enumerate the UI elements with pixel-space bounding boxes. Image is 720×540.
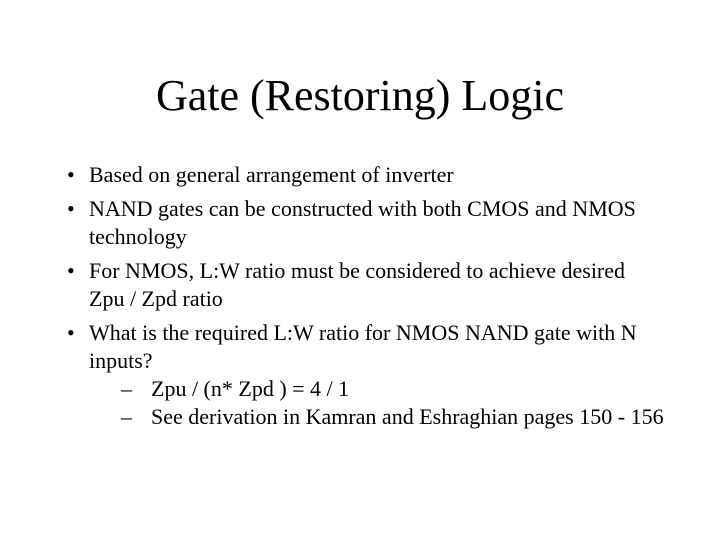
bullet-item: [58, 319, 664, 431]
sub-bullet-marker: –: [121, 404, 132, 429]
sub-bullet-item: [121, 375, 658, 403]
bullet-text: What is the required L:W ratio for NMOS NAND gate with N inputs?: [89, 320, 637, 373]
sub-bullet-list: [89, 375, 664, 431]
bullet-item: [58, 161, 658, 189]
bullet-item: [58, 195, 658, 251]
bullet-item: [58, 257, 658, 313]
sub-bullet-marker: –: [121, 376, 132, 401]
slide-title: Gate (Restoring) Logic: [155, 71, 565, 120]
bullet-marker: •: [67, 162, 75, 187]
bullet-text: NAND gates can be constructed with both CMOS and NMOS technology: [89, 196, 636, 249]
sub-bullet-text: Zpu / (n* Zpd ) = 4 / 1: [151, 376, 350, 401]
bullet-marker: •: [67, 258, 75, 283]
sub-bullet-item: [121, 403, 666, 431]
bullet-marker: •: [67, 320, 75, 345]
bullet-text: Based on general arrangement of inverter: [89, 162, 454, 187]
sub-bullet-text: See derivation in Kamran and Eshraghian pages 150 - 156: [151, 404, 664, 429]
bullet-list: [58, 161, 664, 437]
bullet-marker: •: [67, 196, 75, 221]
bullet-text: For NMOS, L:W ratio must be considered to achieve desired Zpu / Zpd ratio: [89, 258, 626, 311]
